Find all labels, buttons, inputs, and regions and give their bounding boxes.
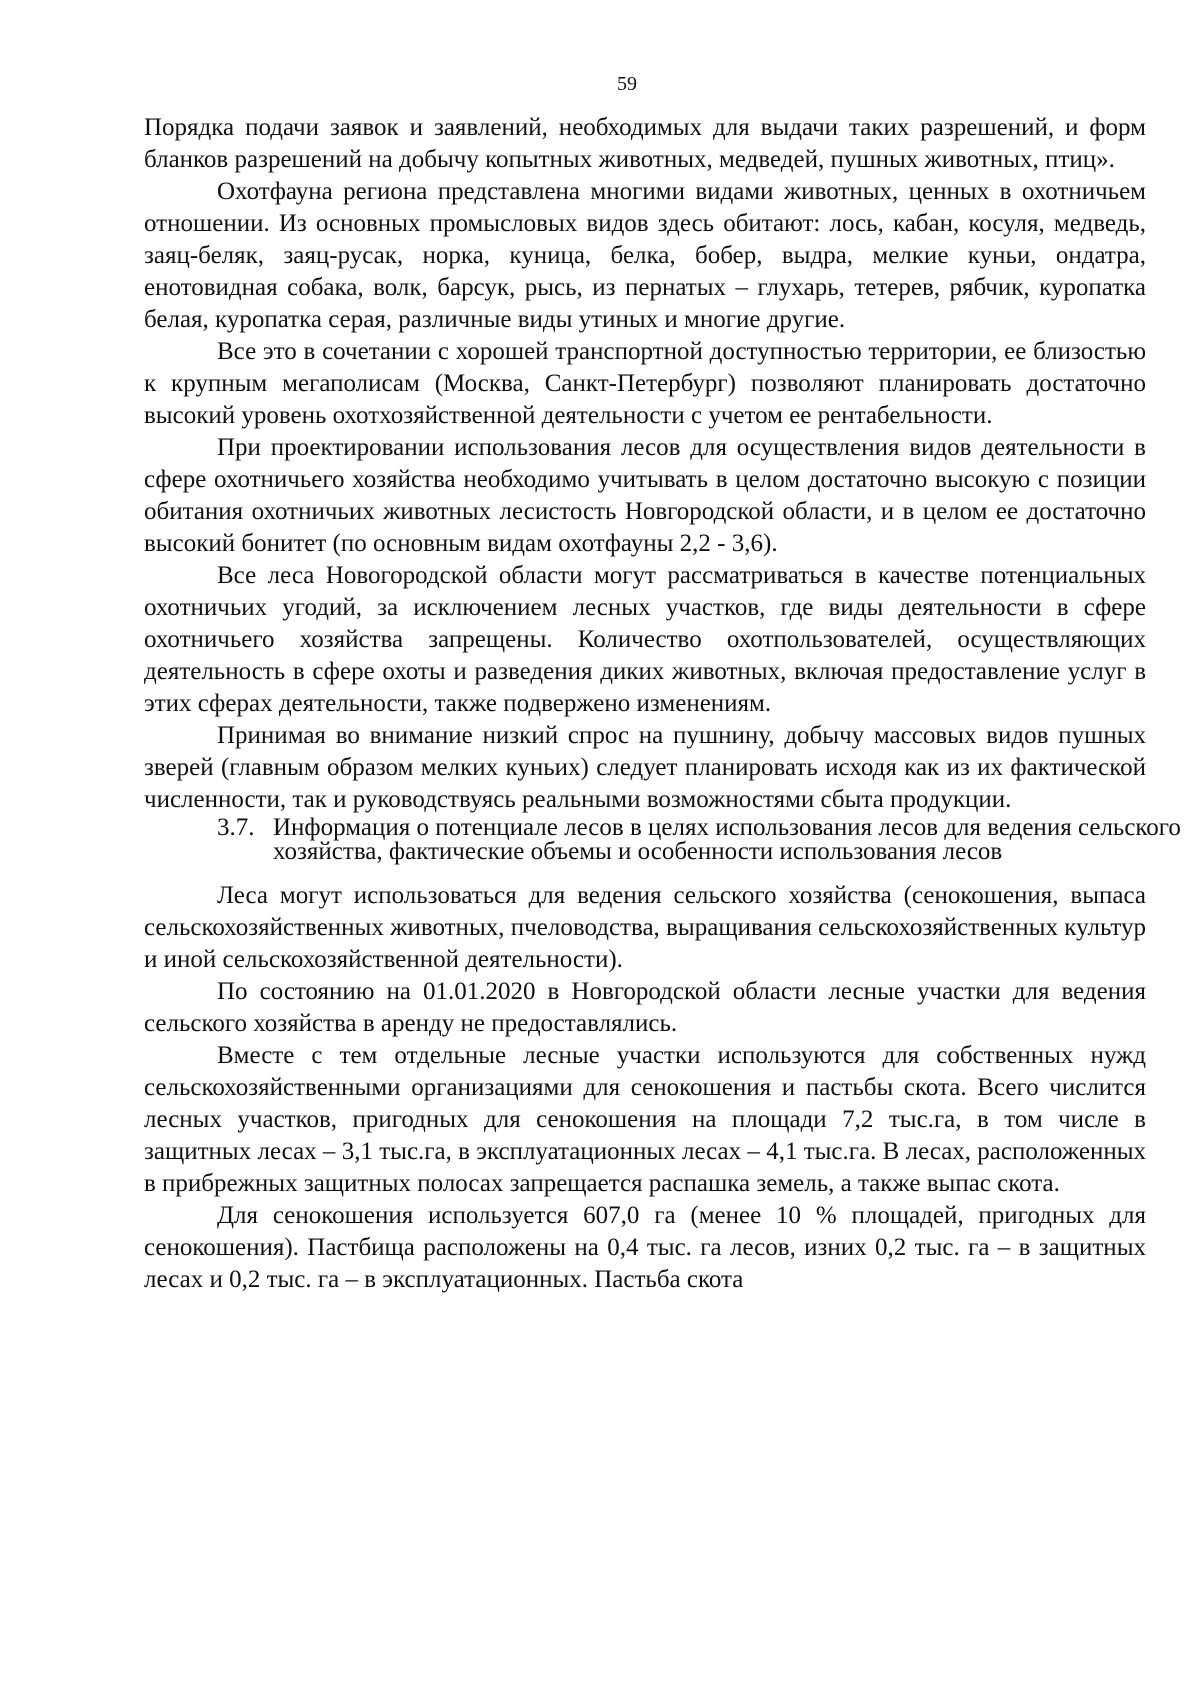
paragraph: По состоянию на 01.01.2020 в Новгородской области лесные участки для ведения сельского хозяйства в аренду не предоставлялись. [144, 978, 1146, 1037]
paragraph: При проектировании использования лесов для осуществления видов деятельности в сфере охотничьего хозяйства необходимо учитывать в целом достаточно высокую с позиции обитания охотничьих животных лесистость Новгородской области, и в целом ее достаточно высокий бонитет (по основным видам охотфауны 2,2 - 3,6). [144, 434, 1146, 557]
paragraph: Охотфауна региона представлена многими видами животных, ценных в охотничьем отношении. Из основных промысловых видов здесь обитают: лось, кабан, косуля, медведь, заяц-беляк, заяц-русак, норка, куница, белка, бобер, выдра, мелкие куньи, ондатра, енотовидная собака, волк, барсук, рысь, из пернатых – глухарь, тетерев, рябчик, куропатка белая, куропатка серая, различные виды утиных и многие другие. [144, 178, 1146, 333]
paragraph: Все это в сочетании с хорошей транспортной доступностью территории, ее близостью к крупным мегаполисам (Москва, Санкт-Петербург) позволяют планировать достаточно высокий уровень охотхозяйственной деятельности с учетом ее рентабельности. [144, 338, 1146, 429]
section-number: 3.7. [217, 814, 255, 841]
section-heading [144, 816, 1200, 864]
document-body [144, 112, 1181, 1296]
paragraph: Принимая во внимание низкий спрос на пушнину, добычу массовых видов пушных зверей (главным образом мелких куньих) следует планировать исходя как из их фактической численности, так и руководствуясь реальными возможностями сбыта продукции. [144, 722, 1146, 813]
page-number: 59 [617, 73, 637, 95]
paragraph: Леса могут использоваться для ведения сельского хозяйства (сенокошения, выпаса сельскохозяйственных животных, пчеловодства, выращивания сельскохозяйственных культур и иной сельскохозяйственной деятельности). [144, 882, 1146, 973]
section-title: Информация о потенциале лесов в целях использования лесов для ведения сельского хозяйства, фактические объемы и особенности использования лесов [273, 814, 1181, 865]
paragraph: Все леса Новогородской области могут рассматриваться в качестве потенциальных охотничьих угодий, за исключением лесных участков, где виды деятельности в сфере охотничьего хозяйства запрещены. Количество охотпользователей, осуществляющих деятельность в сфере охоты и разведения диких животных, включая предоставление услуг в этих сферах деятельности, также подвержено изменениям. [144, 562, 1146, 717]
paragraph: Для сенокошения используется 607,0 га (менее 10 % площадей, пригодных для сенокошения). Пастбища расположены на 0,4 тыс. га лесов, изних 0,2 тыс. га – в защитных лесах и 0,2 тыс. га – в эксплуатационных. Пастьба скота [144, 1202, 1146, 1293]
paragraph: Порядка подачи заявок и заявлений, необходимых для выдачи таких разрешений, и форм бланков разрешений на добычу копытных животных, медведей, пушных животных, птиц». [144, 114, 1146, 173]
paragraph: Вместе с тем отдельные лесные участки используются для собственных нужд сельскохозяйственными организациями для сенокошения и пастьбы скота. Всего числится лесных участков, пригодных для сенокошения на площади 7,2 тыс.га, в том числе в защитных лесах – 3,1 тыс.га, в эксплуатационных лесах – 4,1 тыс.га. В лесах, расположенных в прибрежных защитных полосах запрещается распашка земель, а также выпас скота. [144, 1042, 1146, 1197]
